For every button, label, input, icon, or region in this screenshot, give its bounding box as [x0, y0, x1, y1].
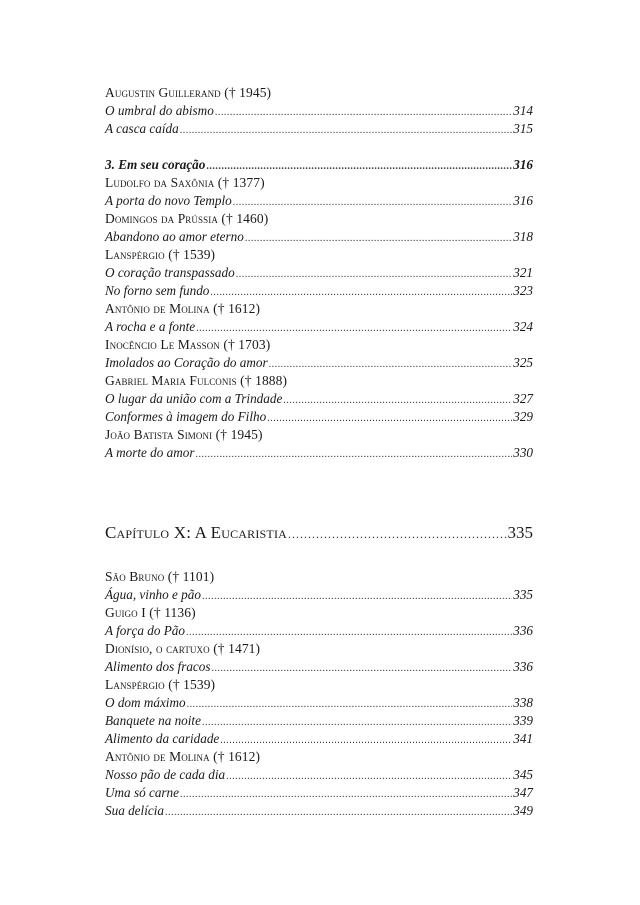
leader-dots — [267, 408, 512, 428]
toc-item: Imolados ao Coração do amor ..... 325 — [105, 354, 533, 372]
chapter-heading: Capítulo X: A Eucaristia ..... 335 — [105, 520, 533, 546]
leader-dots — [220, 730, 512, 750]
toc-item: A força do Pão ..... 336 — [105, 622, 533, 640]
toc-author: Lanspérgio († 1539) — [105, 677, 216, 692]
leader-dots — [212, 658, 513, 678]
toc-section-heading: 3. Em seu coração ..... 316 — [105, 156, 533, 174]
toc-item: Sua delícia ..... 349 — [105, 802, 533, 820]
toc-author: Antônio de Molina († 1612) — [105, 301, 261, 316]
toc-item: O lugar da união com a Trindade ..... 327 — [105, 390, 533, 408]
toc-page — [105, 84, 533, 820]
toc-author: Guigo I († 1136) — [105, 605, 196, 620]
toc-author: Ludolfo da Saxônia († 1377) — [105, 175, 265, 190]
leader-dots — [202, 712, 512, 732]
toc-item: Alimento da caridade ..... 341 — [105, 730, 533, 748]
toc-item: A porta do novo Templo ..... 316 — [105, 192, 533, 210]
toc-item: No forno sem fundo ..... 323 — [105, 282, 533, 300]
leader-dots — [180, 120, 512, 140]
leader-dots — [180, 784, 512, 804]
toc-item: O dom máximo ..... 338 — [105, 694, 533, 712]
toc-section-2 — [105, 156, 533, 462]
toc-item: Uma só carne ..... 347 — [105, 784, 533, 802]
toc-author: João Batista Simoni († 1945) — [105, 427, 263, 442]
toc-author: Inocêncio Le Masson († 1703) — [105, 337, 271, 352]
toc-chapter-entries — [105, 568, 533, 820]
toc-author: São Bruno († 1101) — [105, 569, 215, 584]
leader-dots — [165, 802, 512, 822]
toc-item: Nosso pão de cada dia ..... 345 — [105, 766, 533, 784]
toc-item: A rocha e a fonte ..... 324 — [105, 318, 533, 336]
leader-dots — [206, 156, 512, 176]
leader-dots — [236, 264, 513, 284]
leader-dots — [288, 520, 506, 547]
leader-dots — [210, 282, 512, 302]
toc-author: Domingos da Prússia († 1460) — [105, 211, 269, 226]
leader-dots — [245, 228, 512, 248]
toc-item: A casca caída ..... 315 — [105, 120, 533, 138]
leader-dots — [226, 766, 512, 786]
leader-dots — [187, 694, 513, 714]
toc-item: Água, vinho e pão ..... 335 — [105, 586, 533, 604]
toc-item: Conformes à imagem do Filho ..... 329 — [105, 408, 533, 426]
toc-item: Banquete na noite ..... 339 — [105, 712, 533, 730]
leader-dots — [196, 318, 512, 338]
toc-item: O umbral do abismo ..... 314 — [105, 102, 533, 120]
toc-section-1 — [105, 84, 533, 138]
leader-dots — [269, 354, 513, 374]
toc-author: Gabriel Maria Fulconis († 1888) — [105, 373, 288, 388]
leader-dots — [186, 622, 512, 642]
toc-author: Antônio de Molina († 1612) — [105, 749, 261, 764]
leader-dots — [215, 102, 512, 122]
leader-dots — [233, 192, 512, 212]
toc-author: Lanspérgio († 1539) — [105, 247, 216, 262]
toc-item: Abandono ao amor eterno ..... 318 — [105, 228, 533, 246]
toc-item: O coração transpassado ..... 321 — [105, 264, 533, 282]
leader-dots — [196, 444, 513, 464]
leader-dots — [283, 390, 512, 410]
toc-item: A morte do amor ..... 330 — [105, 444, 533, 462]
toc-author: Dionísio, o cartuxo († 1471) — [105, 641, 261, 656]
toc-item: Alimento dos fracos ..... 336 — [105, 658, 533, 676]
toc-author: Augustin Guillerand († 1945) — [105, 85, 272, 100]
leader-dots — [202, 586, 512, 606]
